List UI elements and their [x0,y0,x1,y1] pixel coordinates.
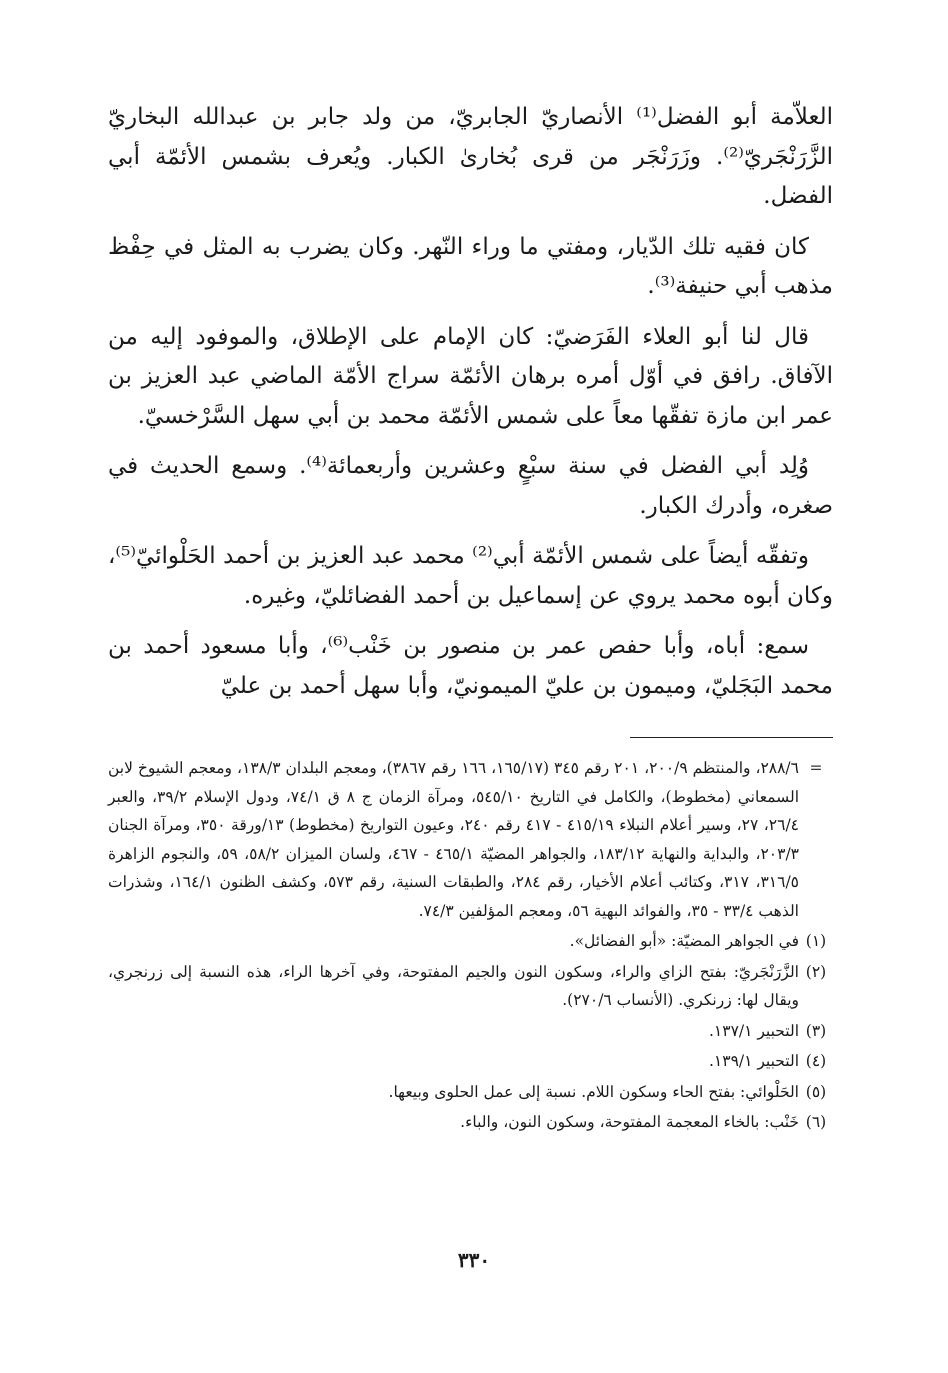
footnote-number: (٥) [805,1082,827,1101]
footnote-text: الزَّرَنْجَريّ: بفتح الزاي والراء، وسكون النون والجيم المفتوحة، وفي آخرها الراء، هذه النسبة إلى زرنجري، ويقال لها: زرنكري. (الأنساب ٢٧٠/٦). [108,962,799,1009]
footnote-text: التحبير ١٣٩/١. [708,1052,799,1070]
footnote-number: (٤) [805,1052,827,1070]
footnote-number: (٢) [805,962,827,981]
page-number: ٣٣٠ [457,1248,491,1272]
footnote [108,1108,833,1137]
footnote [108,1047,833,1076]
paragraph: قال لنا أبو العلاء الفَرَضيّ: كان الإمام على الإطلاق، والموفود إليه من الآفاق. رافق في أوّل أمره برهان الأئمّة سراج الأمّة الماضي عبد العزيز بن عمر ابن مازة تفقّها معاً على شمس الأئمّة محمد بن أبي سهل السَّرْخسيّ. [108,323,833,429]
paragraph: وتفقّه أيضاً على شمس الأئمّة أبي⁽²⁾ محمد عبد العزيز بن أحمد الحَلْوائيّ⁽⁵⁾، وكان أبوه محمد يروي عن إسماعيل بن أحمد الفضائليّ، وغيره. [108,543,833,609]
footnotes [108,754,833,1137]
continuation-mark: = [809,759,823,777]
main-text [108,98,833,717]
footnote-continuation-text: ٢٨٨/٦، والمنتظم ٢٠٠/٩، ٢٠١ رقم ٣٤٥ (١٦٥/١٧، ١٦٦ رقم ٣٨٦٧)، ومعجم البلدان ١٣٨/٣، ومعجم الشيوخ لابن السمعاني (مخطوط)، والكامل في التاريخ ٥٤٥/١٠، ومرآة الزمان ج ٨ ق ٧٤/١، ودول الإسلام ٣٩/٢، والعبر ٢٦/٤، ٢٧، وسير أعلام النبلاء ٤١٥/١٩ - ٤١٧ رقم ٢٤٠، وعيون التواريخ (مخطوط) ١٣/ورقة ٣٥٠، ومرآة الجنان ٢٠٣/٣، والبداية والنهاية ١٨٣/١٢، والجواهر المضيّة ٤٦٥/١ - ٤٦٧، ولسان الميزان ٥٨/٢، ٥٩، والنجوم الزاهرة ٣١٦/٥، ٣١٧، وكتائب أعلام الأخيار، رقم ٢٨٤، والطبقات السنية، رقم ٥٧٣، وكشف الظنون ١٦٤/١، وشذرات الذهب ٣٣/٤ - ٣٥، والفوائد البهية ٥٦، ومعجم المؤلفين ٧٤/٣. [108,759,799,920]
footnote [108,927,833,956]
paragraph: سمع: أباه، وأبا حفص عمر بن منصور بن خَنْب⁽⁶⁾، وأبا مسعود أحمد بن محمد البَجَليّ، وميمون بن عليّ الميمونيّ، وأبا سهل أحمد بن عليّ [108,633,833,699]
paragraph: وُلِد أبي الفضل في سنة سبْعٍ وعشرين وأربعمائة⁽⁴⁾. وسمع الحديث في صغره، وأدرك الكبار. [108,453,833,519]
footnote-number: (٦) [805,1113,827,1131]
footnote-number: (١) [805,932,827,950]
paragraph: كان فقيه تلك الدّيار، ومفتي ما وراء النّهر. وكان يضرب به المثل في حِفْظ مذهب أبي حنيفة⁽³⁾. [108,233,833,299]
footnote-text: في الجواهر المضيّة: «أبو الفضائل». [569,932,799,950]
footnote [108,1078,833,1107]
footnote [108,958,833,1015]
footnote-number: (٣) [805,1021,827,1040]
footnote-continuation [108,754,833,925]
footnote-text: التحبير ١٣٧/١. [708,1021,799,1040]
footnote-text: الحَلْوائي: بفتح الحاء وسكون اللام. نسبة إلى عمل الحلوى وبيعها. [388,1082,799,1101]
footnote-divider [630,737,833,738]
footnote-text: خَنْب: بالخاء المعجمة المفتوحة، وسكون النون، والباء. [460,1113,799,1131]
footnote [108,1017,833,1046]
paragraph: العلاّمة أبو الفضل⁽¹⁾ الأنصاريّ الجابريّ، من ولد جابر بن عبدالله البخاريّ الزَّرَنْجَريّ⁽²⁾. وزَرَنْجَر من قرى بُخارىٰ الكبار. ويُعرف بشمس الأئمّة أبي الفضل. [108,104,833,209]
